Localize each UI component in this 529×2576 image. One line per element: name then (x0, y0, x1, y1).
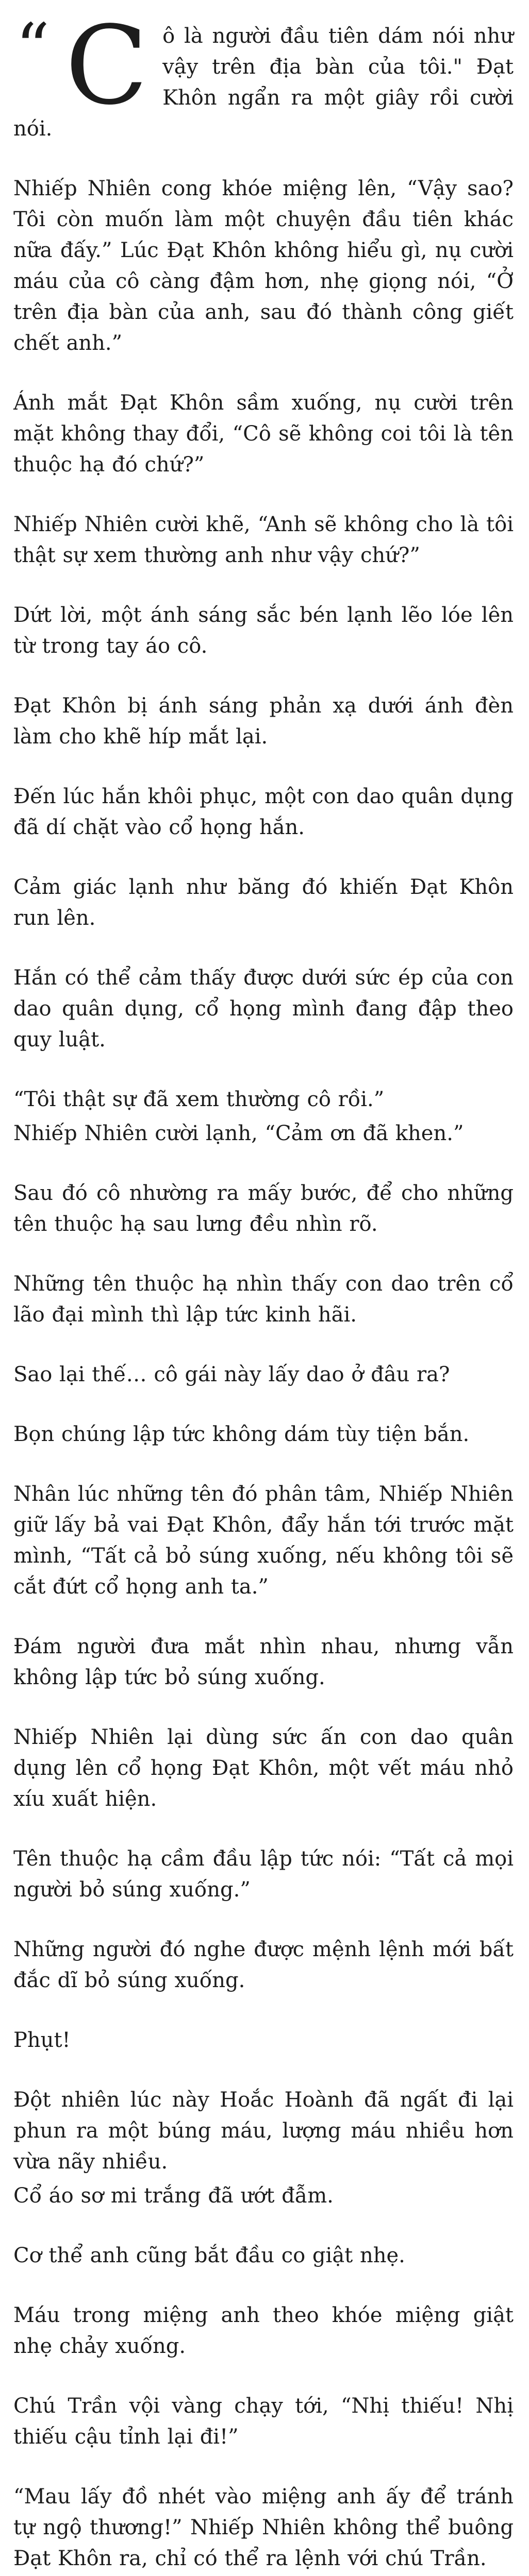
paragraph-text: Nhân lúc những tên đó phân tâm, Nhiếp Nhiên giữ lấy bả vai Đạt Khôn, đẩy hắn tới trước mặt mình, “Tất cả bỏ súng xuống, nếu không tôi sẽ cắt đứt cổ họng anh ta.” (13, 1482, 514, 1599)
story-paragraph (13, 2300, 514, 2362)
paragraph-text: Chú Trần vội vàng chạy tới, “Nhị thiếu! Nhị thiếu cậu tỉnh lại đi!” (13, 2394, 514, 2449)
drop-cap-letter: C (65, 3, 148, 129)
story-paragraph (13, 2240, 514, 2271)
paragraph-text: Những tên thuộc hạ nhìn thấy con dao trên cổ lão đại mình thì lập tức kinh hãi. (13, 1272, 514, 1327)
story-body (13, 173, 514, 2576)
paragraph-text: Tên thuộc hạ cầm đầu lập tức nói: “Tất cả mọi người bỏ súng xuống.” (13, 1847, 514, 1902)
paragraph-text: Sao lại thế… cô gái này lấy dao ở đâu ra? (13, 1363, 450, 1386)
opening-paragraph: ô là người đầu tiên dám nói như vậy trên địa bàn của tôi." Đạt Khôn ngẩn ra một giây rồi cười nói. (13, 24, 514, 141)
paragraph-text: “Mau lấy đồ nhét vào miệng anh ấy để tránh tự ngộ thương!” Nhiếp Nhiên không thể buông Đạt Khôn ra, chỉ có thể ra lệnh với chú Trần. (13, 2485, 514, 2570)
story-paragraph (13, 509, 514, 571)
opening-quote-mark: “ (15, 9, 50, 87)
story-paragraph (13, 2391, 514, 2452)
story-paragraph (13, 387, 514, 480)
paragraph-text: Những người đó nghe được mệnh lệnh mới bất đắc dĩ bỏ súng xuống. (13, 1938, 514, 1992)
paragraph-text: Nhiếp Nhiên cong khóe miệng lên, “Vậy sao? Tôi còn muốn làm một chuyện đầu tiên khác nữa đấy.” Lúc Đạt Khôn không hiểu gì, nụ cười máu của cô càng đậm hơn, nhẹ giọng nói, “Ở trên địa bàn của anh, sau đó thành công giết chết anh.” (13, 177, 514, 355)
story-paragraph (13, 962, 514, 1055)
story-paragraph (13, 1084, 514, 1115)
paragraph-text: Nhiếp Nhiên lại dùng sức ấn con dao quân dụng lên cổ họng Đạt Khôn, một vết máu nhỏ xíu xuất hiện. (13, 1725, 514, 1811)
story-paragraph (13, 1722, 514, 1815)
story-paragraph (13, 2180, 514, 2211)
paragraph-text: Đạt Khôn bị ánh sáng phản xạ dưới ánh đèn làm cho khẽ híp mắt lại. (13, 694, 514, 749)
paragraph-text: Ánh mắt Đạt Khôn sầm xuống, nụ cười trên mặt không thay đổi, “Cô sẽ không coi tôi là tên thuộc hạ đó chứ?” (13, 391, 514, 477)
story-paragraph (13, 2025, 514, 2056)
story-paragraph (13, 1934, 514, 1996)
story-paragraph (13, 1359, 514, 1390)
paragraph-text: Hắn có thể cảm thấy được dưới sức ép của con dao quân dụng, cổ họng mình đang đập theo quy luật. (13, 966, 514, 1052)
story-paragraph (13, 872, 514, 934)
story-paragraph (13, 2084, 514, 2177)
story-paragraph (13, 600, 514, 662)
story-paragraph (13, 1631, 514, 1693)
paragraph-text: Đột nhiên lúc này Hoắc Hoành đã ngất đi lại phun ra một búng máu, lượng máu nhiều hơn vừa nãy nhiều. (13, 2088, 514, 2174)
paragraph-text: Phụt! (13, 2028, 71, 2052)
story-paragraph (13, 1268, 514, 1330)
paragraph-text: Cảm giác lạnh như băng đó khiến Đạt Khôn run lên. (13, 875, 514, 930)
paragraph-text: Đám người đưa mắt nhìn nhau, nhưng vẫn không lập tức bỏ súng xuống. (13, 1635, 514, 1689)
paragraph-text: Máu trong miệng anh theo khóe miệng giật nhẹ chảy xuống. (13, 2303, 514, 2358)
paragraph-text: Cổ áo sơ mi trắng đã ướt đẫm. (13, 2184, 334, 2208)
paragraph-text: Dứt lời, một ánh sáng sắc bén lạnh lẽo lóe lên từ trong tay áo cô. (13, 603, 514, 658)
paragraph-text: “Tôi thật sự đã xem thường cô rồi.” (13, 1088, 385, 1111)
story-paragraph (13, 1178, 514, 1240)
paragraph-text: Cơ thể anh cũng bắt đầu co giật nhẹ. (13, 2244, 405, 2267)
story-paragraph (13, 1479, 514, 1602)
story-paragraph (13, 173, 514, 359)
chapter-opener (13, 3, 514, 144)
story-paragraph (13, 1843, 514, 1905)
story-paragraph (13, 2481, 514, 2574)
paragraph-text: Đến lúc hắn khôi phục, một con dao quân dụng đã dí chặt vào cổ họng hắn. (13, 785, 514, 839)
paragraph-text: Nhiếp Nhiên cười lạnh, “Cảm ơn đã khen.” (13, 1122, 464, 1145)
story-paragraph (13, 690, 514, 752)
paragraph-text: Bọn chúng lập tức không dám tùy tiện bắn. (13, 1422, 470, 1446)
paragraph-text: Nhiếp Nhiên cười khẽ, “Anh sẽ không cho là tôi thật sự xem thường anh như vậy chứ?” (13, 513, 514, 567)
story-paragraph (13, 1118, 514, 1149)
paragraph-text: Sau đó cô nhường ra mấy bước, để cho những tên thuộc hạ sau lưng đều nhìn rõ. (13, 1181, 514, 1236)
story-paragraph (13, 781, 514, 843)
story-paragraph (13, 1419, 514, 1450)
